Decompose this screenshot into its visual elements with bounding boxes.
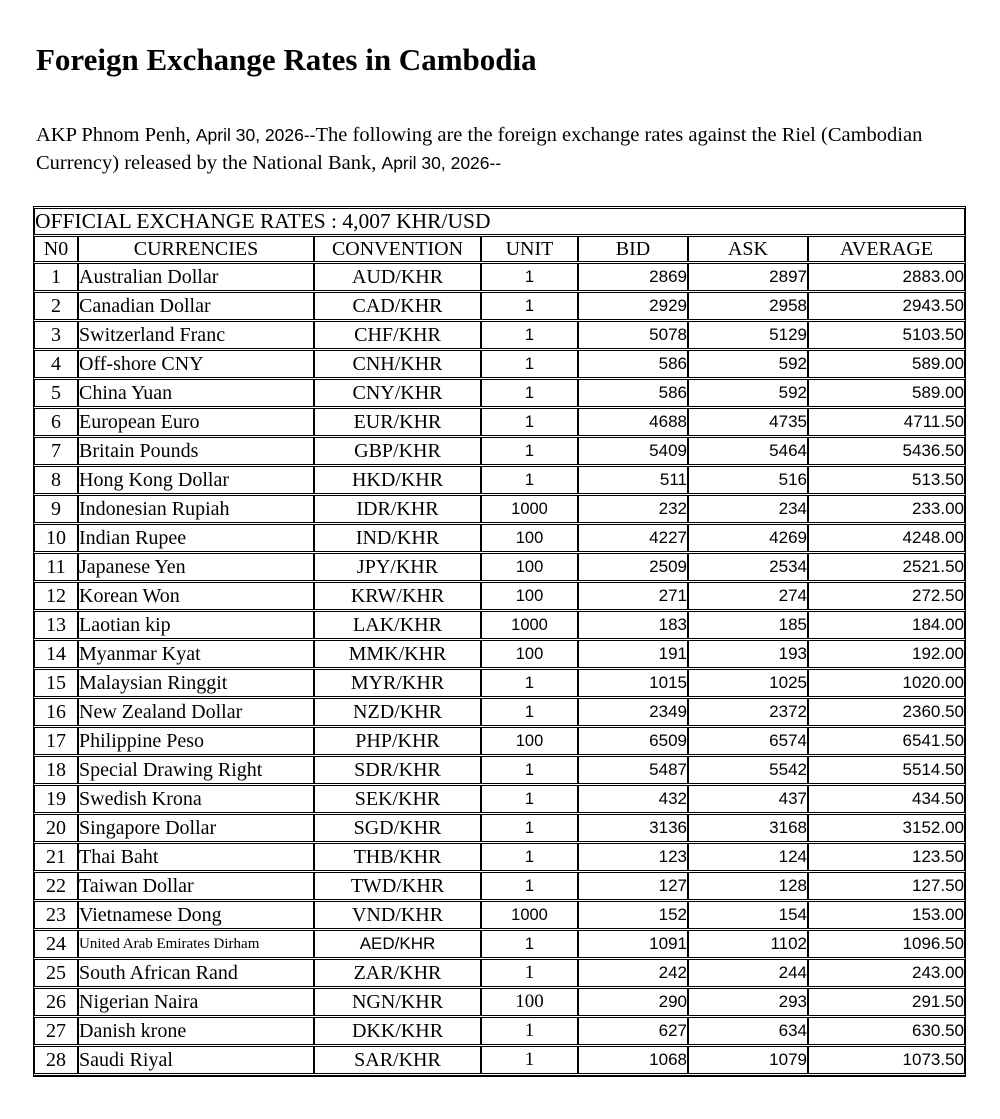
cell-currency: Switzerland Franc	[78, 321, 314, 349]
cell-currency: Singapore Dollar	[78, 814, 314, 842]
cell-unit: 1	[481, 437, 578, 465]
cell-convention: CHF/KHR	[314, 321, 481, 349]
cell-no: 27	[34, 1017, 78, 1045]
cell-bid: 123	[578, 843, 688, 871]
table-row	[34, 553, 965, 581]
cell-average: 5103.50	[808, 321, 965, 349]
cell-no: 3	[34, 321, 78, 349]
cell-unit: 1	[481, 959, 578, 987]
cell-ask: 1079	[688, 1046, 808, 1074]
cell-unit: 1000	[481, 611, 578, 639]
cell-convention: CNH/KHR	[314, 350, 481, 378]
table-row	[34, 843, 965, 871]
cell-convention: AED/KHR	[314, 930, 481, 958]
cell-average: 3152.00	[808, 814, 965, 842]
cell-bid: 4227	[578, 524, 688, 552]
cell-convention: ZAR/KHR	[314, 959, 481, 987]
cell-convention: NGN/KHR	[314, 988, 481, 1016]
cell-ask: 6574	[688, 727, 808, 755]
cell-ask: 5464	[688, 437, 808, 465]
cell-average: 589.00	[808, 379, 965, 407]
cell-average: 434.50	[808, 785, 965, 813]
cell-bid: 3136	[578, 814, 688, 842]
cell-unit: 100	[481, 988, 578, 1016]
cell-no: 20	[34, 814, 78, 842]
cell-no: 18	[34, 756, 78, 784]
cell-unit: 1	[481, 379, 578, 407]
cell-ask: 274	[688, 582, 808, 610]
cell-bid: 5487	[578, 756, 688, 784]
cell-average: 630.50	[808, 1017, 965, 1045]
cell-ask: 634	[688, 1017, 808, 1045]
cell-ask: 1102	[688, 930, 808, 958]
intro-segment: April 30, 2026--	[381, 153, 502, 173]
table-row	[34, 524, 965, 552]
table-row	[34, 321, 965, 349]
cell-unit: 1	[481, 756, 578, 784]
table-row	[34, 466, 965, 494]
cell-convention: THB/KHR	[314, 843, 481, 871]
cell-unit: 1	[481, 263, 578, 291]
column-header-row	[34, 236, 965, 262]
cell-average: 589.00	[808, 350, 965, 378]
cell-no: 26	[34, 988, 78, 1016]
table-row	[34, 379, 965, 407]
cell-convention: DKK/KHR	[314, 1017, 481, 1045]
cell-bid: 4688	[578, 408, 688, 436]
cell-no: 21	[34, 843, 78, 871]
cell-ask: 5542	[688, 756, 808, 784]
cell-ask: 1025	[688, 669, 808, 697]
cell-no: 19	[34, 785, 78, 813]
cell-ask: 193	[688, 640, 808, 668]
table-row	[34, 930, 965, 958]
cell-currency: Philippine Peso	[78, 727, 314, 755]
table-row	[34, 408, 965, 436]
cell-average: 513.50	[808, 466, 965, 494]
cell-unit: 1	[481, 292, 578, 320]
cell-convention: LAK/KHR	[314, 611, 481, 639]
table-row	[34, 350, 965, 378]
cell-convention: SDR/KHR	[314, 756, 481, 784]
cell-convention: GBP/KHR	[314, 437, 481, 465]
cell-unit: 1	[481, 814, 578, 842]
table-row	[34, 292, 965, 320]
cell-bid: 2929	[578, 292, 688, 320]
cell-unit: 1	[481, 872, 578, 900]
cell-bid: 232	[578, 495, 688, 523]
intro-segment: April 30, 2026--	[195, 125, 316, 145]
cell-average: 192.00	[808, 640, 965, 668]
cell-convention: TWD/KHR	[314, 872, 481, 900]
cell-currency: Special Drawing Right	[78, 756, 314, 784]
cell-currency: Malaysian Ringgit	[78, 669, 314, 697]
cell-unit: 1	[481, 930, 578, 958]
cell-convention: CNY/KHR	[314, 379, 481, 407]
cell-currency: China Yuan	[78, 379, 314, 407]
cell-convention: AUD/KHR	[314, 263, 481, 291]
cell-no: 24	[34, 930, 78, 958]
cell-convention: SAR/KHR	[314, 1046, 481, 1074]
cell-ask: 2534	[688, 553, 808, 581]
cell-currency: United Arab Emirates Dirham	[78, 930, 314, 958]
cell-currency: Thai Baht	[78, 843, 314, 871]
cell-bid: 127	[578, 872, 688, 900]
cell-unit: 1	[481, 466, 578, 494]
cell-currency: New Zealand Dollar	[78, 698, 314, 726]
cell-average: 184.00	[808, 611, 965, 639]
cell-average: 5514.50	[808, 756, 965, 784]
cell-ask: 2958	[688, 292, 808, 320]
cell-no: 22	[34, 872, 78, 900]
table-row	[34, 901, 965, 929]
cell-no: 2	[34, 292, 78, 320]
cell-convention: EUR/KHR	[314, 408, 481, 436]
cell-average: 1096.50	[808, 930, 965, 958]
cell-unit: 100	[481, 524, 578, 552]
table-row	[34, 1017, 965, 1045]
cell-currency: Indian Rupee	[78, 524, 314, 552]
banner-row	[34, 208, 965, 235]
cell-bid: 586	[578, 379, 688, 407]
cell-average: 127.50	[808, 872, 965, 900]
cell-ask: 2897	[688, 263, 808, 291]
cell-currency: Indonesian Rupiah	[78, 495, 314, 523]
cell-bid: 152	[578, 901, 688, 929]
cell-convention: IND/KHR	[314, 524, 481, 552]
table-row	[34, 437, 965, 465]
column-header-unit: UNIT	[481, 236, 578, 262]
cell-unit: 1	[481, 843, 578, 871]
cell-average: 4711.50	[808, 408, 965, 436]
cell-ask: 4269	[688, 524, 808, 552]
cell-convention: MMK/KHR	[314, 640, 481, 668]
cell-convention: VND/KHR	[314, 901, 481, 929]
official-rate-banner: OFFICIAL EXCHANGE RATES : 4,007 KHR/USD	[34, 208, 965, 235]
table-row	[34, 872, 965, 900]
cell-bid: 2349	[578, 698, 688, 726]
cell-convention: HKD/KHR	[314, 466, 481, 494]
cell-bid: 511	[578, 466, 688, 494]
cell-unit: 1	[481, 350, 578, 378]
cell-unit: 1	[481, 669, 578, 697]
cell-currency: Vietnamese Dong	[78, 901, 314, 929]
cell-unit: 1	[481, 1017, 578, 1045]
cell-currency: Korean Won	[78, 582, 314, 610]
cell-unit: 1	[481, 1046, 578, 1074]
cell-bid: 290	[578, 988, 688, 1016]
cell-average: 243.00	[808, 959, 965, 987]
cell-ask: 3168	[688, 814, 808, 842]
cell-average: 2943.50	[808, 292, 965, 320]
column-header-bid: BID	[578, 236, 688, 262]
cell-no: 5	[34, 379, 78, 407]
cell-average: 2360.50	[808, 698, 965, 726]
cell-unit: 1	[481, 698, 578, 726]
cell-no: 6	[34, 408, 78, 436]
cell-average: 123.50	[808, 843, 965, 871]
cell-average: 153.00	[808, 901, 965, 929]
cell-currency: Swedish Krona	[78, 785, 314, 813]
cell-unit: 1000	[481, 495, 578, 523]
exchange-rates-table	[33, 206, 966, 1077]
column-header-convention: CONVENTION	[314, 236, 481, 262]
cell-convention: IDR/KHR	[314, 495, 481, 523]
cell-no: 13	[34, 611, 78, 639]
table-row	[34, 669, 965, 697]
cell-bid: 1091	[578, 930, 688, 958]
cell-average: 5436.50	[808, 437, 965, 465]
cell-no: 10	[34, 524, 78, 552]
table-row	[34, 582, 965, 610]
cell-bid: 6509	[578, 727, 688, 755]
cell-average: 2883.00	[808, 263, 965, 291]
table-row	[34, 988, 965, 1016]
cell-bid: 1068	[578, 1046, 688, 1074]
cell-ask: 128	[688, 872, 808, 900]
table-row	[34, 959, 965, 987]
cell-ask: 293	[688, 988, 808, 1016]
cell-currency: Japanese Yen	[78, 553, 314, 581]
table-row	[34, 611, 965, 639]
cell-currency: Off-shore CNY	[78, 350, 314, 378]
cell-bid: 586	[578, 350, 688, 378]
cell-currency: Laotian kip	[78, 611, 314, 639]
cell-no: 7	[34, 437, 78, 465]
cell-unit: 100	[481, 640, 578, 668]
cell-currency: Nigerian Naira	[78, 988, 314, 1016]
cell-convention: PHP/KHR	[314, 727, 481, 755]
cell-ask: 185	[688, 611, 808, 639]
table-row	[34, 495, 965, 523]
cell-convention: KRW/KHR	[314, 582, 481, 610]
table-row	[34, 698, 965, 726]
cell-no: 1	[34, 263, 78, 291]
cell-average: 272.50	[808, 582, 965, 610]
cell-ask: 2372	[688, 698, 808, 726]
cell-no: 9	[34, 495, 78, 523]
cell-currency: European Euro	[78, 408, 314, 436]
cell-no: 25	[34, 959, 78, 987]
cell-no: 15	[34, 669, 78, 697]
cell-average: 1020.00	[808, 669, 965, 697]
cell-unit: 1	[481, 785, 578, 813]
cell-ask: 5129	[688, 321, 808, 349]
cell-convention: CAD/KHR	[314, 292, 481, 320]
cell-unit: 1000	[481, 901, 578, 929]
cell-bid: 2869	[578, 263, 688, 291]
cell-convention: SEK/KHR	[314, 785, 481, 813]
table-row	[34, 814, 965, 842]
cell-unit: 1	[481, 408, 578, 436]
cell-bid: 191	[578, 640, 688, 668]
column-header-ask: ASK	[688, 236, 808, 262]
table-row	[34, 263, 965, 291]
cell-unit: 100	[481, 727, 578, 755]
column-header-currencies: CURRENCIES	[78, 236, 314, 262]
cell-ask: 124	[688, 843, 808, 871]
table-row	[34, 756, 965, 784]
column-header-n0: N0	[34, 236, 78, 262]
table-row	[34, 727, 965, 755]
table-row	[34, 1046, 965, 1074]
cell-currency: Canadian Dollar	[78, 292, 314, 320]
cell-ask: 234	[688, 495, 808, 523]
cell-average: 1073.50	[808, 1046, 965, 1074]
intro-segment: AKP Phnom Penh,	[36, 124, 196, 146]
cell-convention: NZD/KHR	[314, 698, 481, 726]
cell-currency: Danish krone	[78, 1017, 314, 1045]
cell-convention: JPY/KHR	[314, 553, 481, 581]
cell-no: 11	[34, 553, 78, 581]
table-row	[34, 640, 965, 668]
table-row	[34, 785, 965, 813]
cell-currency: Hong Kong Dollar	[78, 466, 314, 494]
cell-bid: 183	[578, 611, 688, 639]
cell-ask: 154	[688, 901, 808, 929]
cell-no: 23	[34, 901, 78, 929]
cell-unit: 100	[481, 553, 578, 581]
cell-convention: SGD/KHR	[314, 814, 481, 842]
cell-ask: 4735	[688, 408, 808, 436]
cell-no: 4	[34, 350, 78, 378]
column-header-average: AVERAGE	[808, 236, 965, 262]
intro-segment: The following are the foreign exchange rates against the Riel (Cambodian Currency) released by the National Bank,	[36, 124, 923, 174]
cell-bid: 5409	[578, 437, 688, 465]
cell-average: 4248.00	[808, 524, 965, 552]
cell-bid: 242	[578, 959, 688, 987]
cell-no: 12	[34, 582, 78, 610]
cell-average: 291.50	[808, 988, 965, 1016]
cell-bid: 627	[578, 1017, 688, 1045]
cell-ask: 592	[688, 379, 808, 407]
cell-currency: Australian Dollar	[78, 263, 314, 291]
cell-average: 233.00	[808, 495, 965, 523]
cell-average: 2521.50	[808, 553, 965, 581]
cell-unit: 1	[481, 321, 578, 349]
cell-currency: Taiwan Dollar	[78, 872, 314, 900]
cell-bid: 2509	[578, 553, 688, 581]
cell-bid: 1015	[578, 669, 688, 697]
cell-no: 16	[34, 698, 78, 726]
cell-no: 28	[34, 1046, 78, 1074]
cell-average: 6541.50	[808, 727, 965, 755]
cell-no: 17	[34, 727, 78, 755]
cell-currency: South African Rand	[78, 959, 314, 987]
cell-no: 14	[34, 640, 78, 668]
cell-ask: 437	[688, 785, 808, 813]
page-title: Foreign Exchange Rates in Cambodia	[36, 42, 537, 77]
cell-no: 8	[34, 466, 78, 494]
cell-bid: 432	[578, 785, 688, 813]
cell-ask: 592	[688, 350, 808, 378]
cell-currency: Saudi Riyal	[78, 1046, 314, 1074]
cell-ask: 516	[688, 466, 808, 494]
cell-ask: 244	[688, 959, 808, 987]
cell-currency: Britain Pounds	[78, 437, 314, 465]
cell-bid: 5078	[578, 321, 688, 349]
intro-paragraph	[36, 121, 952, 177]
cell-currency: Myanmar Kyat	[78, 640, 314, 668]
cell-convention: MYR/KHR	[314, 669, 481, 697]
cell-bid: 271	[578, 582, 688, 610]
cell-unit: 100	[481, 582, 578, 610]
